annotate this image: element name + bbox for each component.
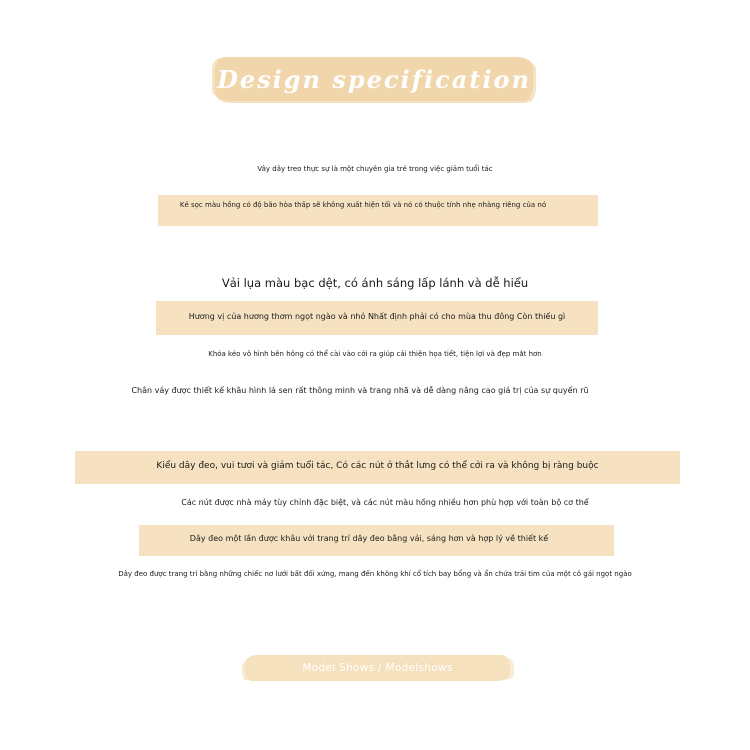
spec-line-2: Kẻ sọc màu hồng có độ bão hòa thấp sẽ không xuất hiện tối và nó có thuộc tính nhẹ nhàng riêng của nó	[179, 201, 547, 209]
highlight-box-1	[158, 195, 598, 226]
spec-heading: Vải lụa màu bạc dệt, có ánh sáng lấp lánh và dễ hiểu	[221, 276, 529, 290]
page-title: Design specification	[217, 64, 531, 94]
spec-line-5: Khóa kéo vô hình bên hông có thể cài vào cởi ra giúp cải thiện họa tiết, tiện lợi và đẹp mắt hơn	[208, 350, 542, 358]
footer-label: Model Shows / Modelshows	[302, 662, 453, 674]
spec-line-4: Hương vị của hương thơm ngọt ngào và nhỏ Nhất định phải có cho mùa thu đông Còn thiếu gì	[188, 312, 566, 321]
spec-line-9: Dây đeo một lần được khâu với trang trí dây đeo bằng vải, sáng hơn và hợp lý về thiết kế	[189, 534, 549, 543]
spec-line-7: Kiểu dây đeo, vui tươi và giảm tuổi tác, Có các nút ở thắt lưng có thể cởi ra và không bị ràng buộc	[156, 461, 599, 471]
spec-line-1: Vây dây treo thực sự là một chuyên gia trẻ trong việc giảm tuổi tác	[257, 165, 493, 173]
spec-line-10: Dây đeo được trang trí bằng những chiếc nơ lưới bất đối xứng, mang đến không khí cổ tích bay bổng và ẩn chứa trái tim của một cô gái ngọt ngào	[118, 570, 632, 578]
spec-line-8: Các nút được nhà máy tùy chỉnh đặc biệt, và các nút màu hồng nhiều hơn phù hợp với toàn bộ cơ thể	[181, 498, 589, 507]
spec-line-6: Chân váy được thiết kế khâu hình lá sen rất thông minh và trang nhã và dễ dàng nâng cao giá trị của sự quyến rũ	[131, 386, 589, 395]
